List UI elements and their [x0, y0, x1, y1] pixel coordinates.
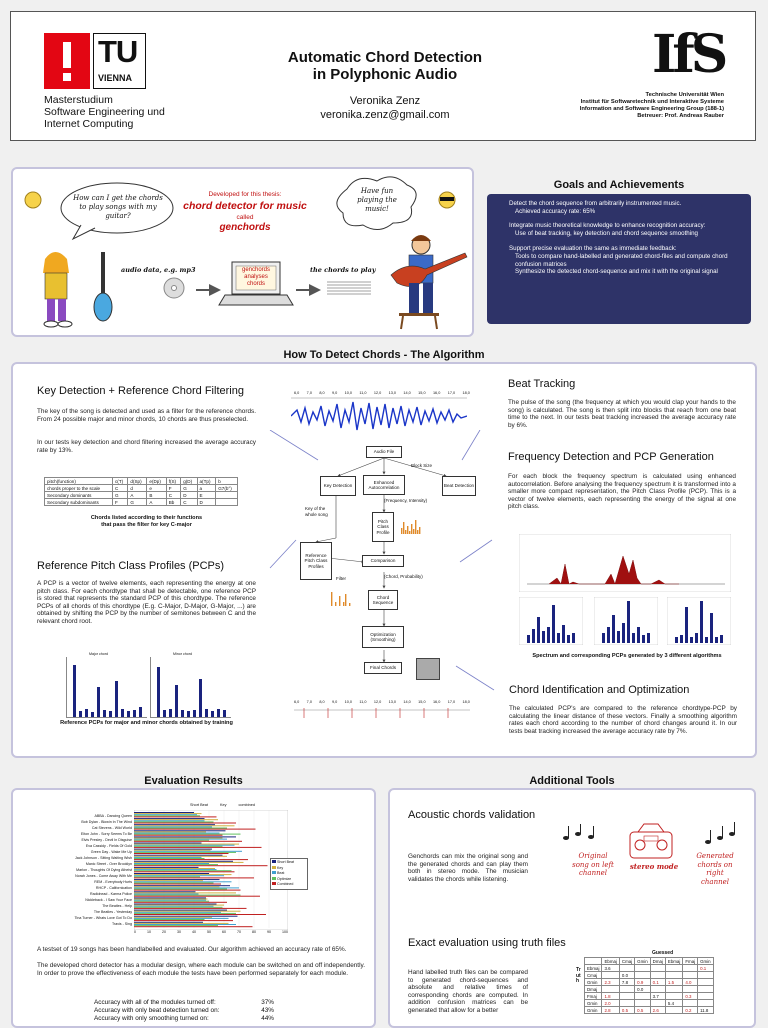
flow-optimization: Optimization (Smoothing) — [362, 626, 404, 648]
eval-bar — [134, 831, 206, 832]
eval-bar — [134, 922, 203, 923]
eval-song-labels: ABBA - Dancing Queen Bob Dylan - Blowin In The Wind Cat Stevens - Wild World Elton John - Sorry Seems To Be Elvis Presley - Devil In Disguise Eva Cassidy - Fields Of Gold Green Day - Wake Me Up Jack Johnson - Sitting Waiting Wish Manic Street - Over Brooklyn Marlon - Thoughts Of Dying Atheist Norah Jones - Come Away With Me REM - Everybody Hurts RHCP - Californication Radiohead - Karma Police Nickleback - I Saw Your Face The Beatles - Help The Beatles - Yesterday Tina Turner - Whats Love Got To Do Travis - Sing — [74, 814, 132, 926]
vienna-logo-text: VIENNA — [98, 73, 133, 83]
goals-title: Goals and Achievements — [553, 179, 685, 191]
pcp-chart-2 — [594, 597, 658, 645]
flow-ref-mini-chart — [330, 590, 352, 606]
eval-bar — [134, 895, 241, 896]
eval-bar — [134, 916, 238, 917]
eval-bar — [134, 887, 239, 888]
eval-bar — [134, 896, 260, 897]
genchords-text: genchords — [219, 222, 271, 233]
key-detection-p1: The key of the song is detected and used as a filter for the reference chords. From 24 possible major and minor chords, 10 chords are thus preselected. — [37, 408, 256, 423]
original-label: Original song on left channel — [572, 852, 614, 877]
eval-bar — [134, 886, 220, 887]
guessed-label: Guessed — [652, 950, 674, 956]
eval-bar — [134, 834, 241, 835]
developed-text: Developed for this thesis: — [208, 191, 282, 198]
eval-p2: The developed chord detector has a modular design, where each module can be switched on and off independently. In order to prove the effectiveness of each module the tests have been performed separately for each module. — [37, 962, 365, 977]
eval-bar — [134, 894, 199, 895]
bubble-left-text: How can I get the chords to play songs with my guitar? — [73, 194, 163, 220]
eval-bar — [134, 899, 208, 900]
key-detection-title: Key Detection + Reference Chord Filtering — [37, 385, 244, 397]
eval-bar — [134, 851, 242, 852]
eval-bar — [134, 812, 194, 813]
exact-title: Exact evaluation using truth files — [408, 937, 566, 949]
eval-bar — [134, 876, 200, 877]
flow-beat-detection: Beat Detection — [442, 476, 476, 496]
timeline-bottom-ticks: 6,0 7,0 8,0 9,0 10,0 11,0 12,0 13,0 14,0 15,0 16,0 17,0 18,0 — [294, 700, 470, 704]
eval-bar — [134, 823, 236, 824]
eval-axis-ticks: 0 10 20 30 40 50 60 70 80 90 100 — [134, 930, 288, 934]
evaluation-title: Evaluation Results — [144, 775, 243, 787]
eval-chart-top-labels: Short Beat Key combined — [190, 803, 255, 807]
eval-bar — [134, 852, 236, 853]
eval-bar — [134, 880, 203, 881]
eval-bar — [134, 900, 206, 901]
spectrum-caption: Spectrum and corresponding PCPs generated by 3 different algorithms — [532, 653, 722, 659]
eval-bar — [134, 815, 200, 816]
algorithm-title: How To Detect Chords - The Algorithm — [283, 349, 485, 361]
author-name: Veronika Zenz — [349, 95, 421, 107]
eval-bar — [134, 826, 212, 827]
eval-bar — [134, 890, 241, 891]
flow-chord-seq: Chord Sequence — [368, 590, 398, 610]
eval-bar — [134, 813, 202, 814]
eval-bar — [134, 877, 254, 878]
called-text: called — [236, 214, 254, 221]
pcp-paragraph: A PCP is a vector of twelve elements, each representing the energy at one pitch class. For each chordtype that shall be detectable, one reference PCP is stored that represents the standard PCP of this chordtype. The reference PCPs of all chords of this chordtype (E.g. C-Major, D-Major, G-Major, ...) are obtained by shifting the PCP by the number of semitones between C and the relevant chord root. — [37, 580, 256, 625]
institution-info: Technische Universität Wien Institut für Softwaretechnik und Interaktive Systeme Information and Software Engineering Group (188-1) Betreuer: Prof. Andreas Rauber — [579, 92, 724, 119]
eval-bar — [134, 871, 235, 872]
eval-bar — [134, 874, 232, 875]
eval-bar — [134, 818, 205, 819]
eval-bar-chart — [134, 810, 288, 930]
eval-bar — [134, 913, 236, 914]
eval-bar — [134, 845, 235, 846]
flow-freq-intensity: (Frequency, Intensity) — [384, 498, 428, 503]
eval-bar — [134, 907, 223, 908]
eval-bar — [134, 882, 214, 883]
poster-title: Automatic Chord Detection in Polyphonic Audio — [287, 49, 483, 83]
spectrum-chart — [519, 534, 731, 592]
eval-bar — [134, 857, 202, 858]
tools-title: Additional Tools — [529, 775, 615, 787]
eval-bar — [134, 858, 205, 859]
eval-bar — [134, 825, 235, 826]
eval-bar — [134, 879, 220, 880]
eval-bar — [134, 829, 256, 830]
table-caption: Chords listed according to their functions that pass the filter for key C-major — [90, 515, 203, 528]
eval-bar — [134, 821, 214, 822]
eval-bar — [134, 884, 221, 885]
eval-bar — [134, 889, 227, 890]
confusion-matrix: Ebmaj Cmaj Gmin Dmaj Ebmaj Fmaj Gmin Ebmaj 3.6 0.1 Cmaj 0.0 Gmin 2.3 7.8 0.9 0.1 1.5 4.0 Dmaj 0.0 Fmaj 1.8 3.7 0.3 Gmin 2.0 5.4 Gmin 2.8 0.5 0.5 2.6 0.2 11.8 — [584, 957, 714, 1014]
generated-label: Generated chords on right channel — [696, 852, 734, 886]
eval-bar — [134, 841, 242, 842]
waveform-top — [291, 392, 467, 432]
eval-bar — [134, 891, 196, 892]
eval-bar — [134, 853, 229, 854]
timeline-top-ticks: 6,0 7,0 8,0 9,0 10,0 11,0 12,0 13,0 14,0 15,0 16,0 17,0 18,0 — [294, 391, 470, 395]
acoustic-title: Acoustic chords validation — [408, 809, 536, 821]
eval-bar — [134, 897, 206, 898]
laptop-text: genchords analyses chords — [241, 267, 271, 287]
flow-enhanced: Enhanced Autocorrelation — [363, 475, 405, 495]
eval-bar — [134, 824, 215, 825]
eval-stats: Accuracy with all of the modules turned off: 37% Accuracy with only beat detection turned on: 43% Accuracy with only smoothing turned on: 44% — [94, 999, 274, 1022]
ident-paragraph: The calculated PCP's are compared to the reference chordtype-PCP by calculating the linear distance of these vectors. Finally a smoothing algorithm rates each chord according to the number of chord changes around it. In our tests beat tracking increased the average accuracy rate by 7%. — [509, 705, 737, 735]
eval-bar — [134, 901, 209, 902]
eval-bar — [134, 892, 236, 893]
eval-bar — [134, 908, 247, 909]
flow-comparison: Comparison — [362, 555, 404, 567]
key-chord-table: pitch(function) c(T) d(Sp) e(Dp) f(S) g(D) a(Tp) b chords proper to the scale C d e F G a G7(b°) Secondary dominants G A B C D E Secondary subdominants F G A Bb C D — [44, 477, 238, 506]
flow-final-image — [416, 658, 440, 680]
eval-bar — [134, 865, 268, 866]
exact-paragraph: Hand labelled truth files can be compared to generated chord-sequences and absolute and relative times of corresponding chords are computed. In addition confusion matrices can be generated that allow for a better — [408, 969, 528, 1014]
eval-bar — [134, 855, 223, 856]
eval-bar — [134, 875, 224, 876]
eval-bar — [134, 923, 229, 924]
eval-bar — [134, 820, 205, 821]
eval-bar — [134, 846, 223, 847]
eval-bar — [134, 861, 233, 862]
eval-bar — [134, 881, 232, 882]
flow-filter: Filter — [336, 576, 346, 581]
pcp-caption: Reference PCPs for major and minor chords obtained by training — [60, 720, 233, 726]
acoustic-paragraph: Genchords can mix the original song and the generated chords and can play them both in stereo mode. The musician validates the chords while listening. — [408, 853, 528, 883]
pcp-title: Reference Pitch Class Profiles (PCPs) — [37, 560, 225, 572]
eval-legend: Short Beat Key Beat Optimize Combined — [270, 858, 308, 890]
eval-bar — [134, 869, 217, 870]
pcp-chart-1 — [519, 597, 583, 645]
eval-bar — [134, 862, 244, 863]
eval-bar — [134, 870, 232, 871]
flow-audio-file: Audio File — [366, 446, 402, 458]
eval-bar — [134, 918, 229, 919]
eval-bar — [134, 838, 223, 839]
eval-bar — [134, 835, 223, 836]
eval-bar — [134, 819, 218, 820]
pcp-chart-3 — [667, 597, 731, 645]
freq-title: Frequency Detection and PCP Generation — [508, 451, 714, 463]
pcp-chart-minor: Minor chord — [150, 657, 231, 718]
eval-bar — [134, 911, 241, 912]
eval-bar — [134, 859, 248, 860]
eval-bar — [134, 840, 209, 841]
eval-bar — [134, 885, 230, 886]
eval-bar — [134, 873, 209, 874]
bubble-right-text: Have fun playing the music! — [357, 187, 397, 213]
eval-bar — [134, 839, 227, 840]
eval-bar — [134, 906, 214, 907]
goals-list: Detect the chord sequence from arbitrarily instrumented music. Achieved accuracy rate: 65% Integrate music theoretical knowledge to enhance recognition accuracy: Use of beat tracking, key detection and chord sequence smoothing Support precise evaluation the same as immediate feedback: Tools to compare hand-labelled and generated chord-files and compute chord confusion matrices Synthesize the detected chord-sequence and mix it with the original signal — [509, 200, 728, 276]
flow-final-chords: Final Chords — [364, 662, 402, 674]
eval-bar — [134, 830, 226, 831]
flow-pcp-mini-chart — [400, 518, 422, 534]
freq-paragraph: For each block the frequency spectrum is calculated using enhanced autocorrelation. Before analysing the frequency spectrum it is transformed into a smaller more compact representation, the Pitch Class Profile (PCP). This is a vector of twelve elements, each representing the energy of the signal at one pitch class. — [508, 473, 736, 511]
truth-label: Truth — [576, 967, 581, 984]
timeline-bottom-marks — [294, 706, 470, 720]
eval-bar — [134, 917, 212, 918]
eval-p1: A testset of 19 songs has been handlabelled and evaluated. Our algorithm achieved an accuracy rate of 65%. — [37, 946, 347, 953]
flow-pcp: Pitch Class Profile — [372, 512, 394, 542]
eval-bar — [134, 867, 199, 868]
eval-bar — [134, 816, 217, 817]
eval-bar — [134, 844, 239, 845]
eval-bar — [134, 910, 227, 911]
tu-logo-text: TU — [98, 34, 138, 69]
eval-bar — [134, 905, 224, 906]
eval-bar — [134, 814, 197, 815]
eval-bar — [134, 926, 253, 927]
flow-ref-pcp: Reference Pitch Class Profiles — [300, 542, 332, 580]
eval-bar — [134, 924, 236, 925]
author-email: veronika.zenz@gmail.com — [320, 109, 450, 121]
eval-bar — [134, 864, 218, 865]
chords-label: the chords to play — [310, 266, 376, 274]
ident-title: Chord Identification and Optimization — [509, 684, 690, 696]
beat-tracking-title: Beat Tracking — [508, 378, 576, 390]
eval-bar — [134, 850, 211, 851]
eval-bar — [134, 836, 236, 837]
eval-bar — [134, 828, 227, 829]
audio-label: audio data, e.g. mp3 — [121, 266, 196, 274]
flow-key-whole: Key of the whole song — [305, 506, 328, 517]
eval-bar — [134, 914, 266, 915]
program-name: Masterstudium Software Engineering und Internet Computing — [44, 94, 165, 130]
flow-chord-prob: (Chord, Probability) — [384, 574, 423, 579]
beat-tracking-paragraph: The pulse of the song (the frequency at which you would clap your hands to the song) is calculated. The song is then split into blocks that reach from one beat time to the next. In our tests beat tracking increased the average accuracy rate by 6%. — [508, 399, 736, 429]
eval-bar — [134, 849, 212, 850]
eval-bar — [134, 902, 227, 903]
eval-bar — [134, 847, 262, 848]
pcp-chart-major: Major chord — [66, 657, 147, 718]
eval-bar — [134, 833, 220, 834]
detector-text: chord detector for music — [183, 200, 307, 212]
key-detection-p2: In our tests key detection and chord filtering increased the average accuracy rate by 13%. — [37, 439, 256, 454]
eval-bar — [134, 843, 202, 844]
eval-bar — [134, 920, 233, 921]
eval-bar — [134, 912, 221, 913]
flow-block-size: Block Size — [411, 463, 433, 468]
ifs-logo: IfS — [652, 24, 725, 85]
eval-bar — [134, 868, 215, 869]
eval-bar — [134, 925, 218, 926]
eval-bar — [134, 919, 205, 920]
eval-bar — [134, 904, 217, 905]
tu-logo — [44, 33, 146, 89]
eval-bar — [134, 856, 227, 857]
flow-key-detection: Key Detection — [320, 476, 356, 496]
eval-bar — [134, 863, 209, 864]
stereo-label: stereo mode — [629, 862, 679, 871]
